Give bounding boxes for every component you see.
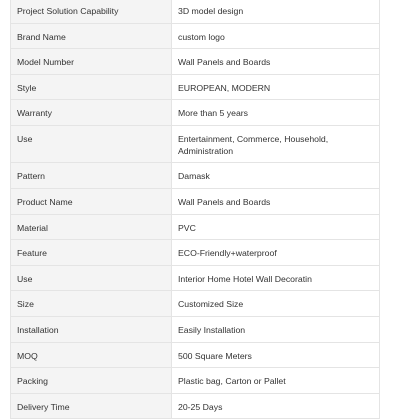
table-row xyxy=(11,342,380,368)
table-row xyxy=(11,23,380,49)
spec-value: Plastic bag, Carton or Pallet xyxy=(172,368,380,394)
spec-label: Brand Name xyxy=(11,23,172,49)
table-row xyxy=(11,189,380,215)
spec-label: Use xyxy=(11,265,172,291)
table-row xyxy=(11,240,380,266)
table-row xyxy=(11,100,380,126)
spec-value: custom logo xyxy=(172,23,380,49)
spec-label: Material xyxy=(11,214,172,240)
table-row xyxy=(11,291,380,317)
spec-value: Wall Panels and Boards xyxy=(172,49,380,75)
spec-value: Wall Panels and Boards xyxy=(172,189,380,215)
spec-value: Customized Size xyxy=(172,291,380,317)
spec-value: 20-25 Days xyxy=(172,393,380,419)
spec-label: Delivery Time xyxy=(11,393,172,419)
spec-label: Size xyxy=(11,291,172,317)
spec-label: Pattern xyxy=(11,163,172,189)
spec-label: MOQ xyxy=(11,342,172,368)
table-row xyxy=(11,125,380,163)
table-row xyxy=(11,163,380,189)
spec-label: Use xyxy=(11,125,172,163)
table-row xyxy=(11,265,380,291)
spec-value: 3D model design xyxy=(172,0,380,23)
spec-label: Feature xyxy=(11,240,172,266)
spec-label: Style xyxy=(11,74,172,100)
product-spec-table xyxy=(10,0,380,419)
table-row xyxy=(11,214,380,240)
table-row xyxy=(11,74,380,100)
spec-label: Model Number xyxy=(11,49,172,75)
spec-value: ECO-Friendly+waterproof xyxy=(172,240,380,266)
spec-value: Interior Home Hotel Wall Decoratin xyxy=(172,265,380,291)
spec-value: Damask xyxy=(172,163,380,189)
spec-label: Warranty xyxy=(11,100,172,126)
table-row xyxy=(11,49,380,75)
spec-label: Product Name xyxy=(11,189,172,215)
table-row xyxy=(11,368,380,394)
spec-value: More than 5 years xyxy=(172,100,380,126)
spec-value: Easily Installation xyxy=(172,317,380,343)
spec-value: Entertainment, Commerce, Household, Administration xyxy=(172,125,380,163)
spec-label: Packing xyxy=(11,368,172,394)
spec-label: Installation xyxy=(11,317,172,343)
spec-label: Project Solution Capability xyxy=(11,0,172,23)
spec-value: 500 Square Meters xyxy=(172,342,380,368)
spec-value: EUROPEAN, MODERN xyxy=(172,74,380,100)
table-row xyxy=(11,393,380,419)
table-row xyxy=(11,317,380,343)
spec-value: PVC xyxy=(172,214,380,240)
table-row xyxy=(11,0,380,23)
